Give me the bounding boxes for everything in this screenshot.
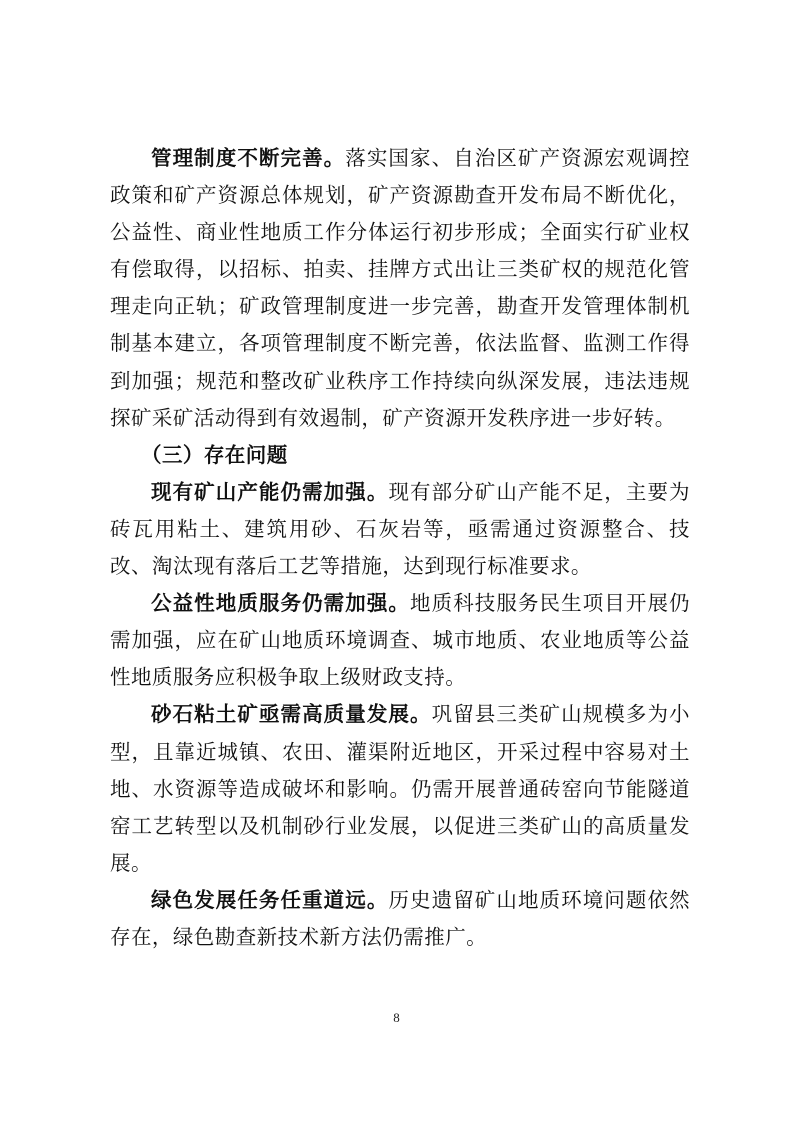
issue-paragraph-sand-clay-mines [110, 696, 690, 881]
issue-paragraph-green-development [110, 882, 690, 956]
paragraph-lead: 现有矿山产能仍需加强。 [151, 479, 389, 504]
paragraph-text: 巩留县三类矿山规模多为小型，且靠近城镇、农田、灌渠附近地区，开采过程中容易对土地、水资源等造成破坏和影响。仍需开展普通砖窑向节能隧道窑工艺转型以及机制砂行业发展，以促进三类矿山的高质量发展。 [110, 702, 690, 875]
paragraph-lead: 砂石粘土矿亟需高质量发展。 [151, 702, 432, 727]
paragraph-lead: 管理制度不断完善。 [151, 146, 346, 170]
paragraph-text: 地质科技服务民生项目开展仍需加强，应在矿山地质环境调查、城市地质、农业地质等公益性地质服务应积极争取上级财政支持。 [110, 591, 690, 690]
paragraph-text: 历史遗留矿山地质环境问题依然存在，绿色勘查新技术新方法仍需推广。 [110, 887, 690, 949]
page-body [110, 140, 690, 956]
paragraph-lead: 绿色发展任务任重道远。 [151, 887, 389, 912]
page-number: 8 [393, 1010, 400, 1025]
issue-paragraph-public-geology [110, 585, 690, 696]
section-heading: （三）存在问题 [141, 442, 288, 467]
paragraph-lead: 公益性地质服务仍需加强。 [151, 591, 411, 616]
paragraph-management-system [110, 140, 690, 437]
issue-paragraph-mine-capacity [110, 474, 690, 585]
paragraph-text: 落实国家、自治区矿产资源宏观调控政策和矿产资源总体规划，矿产资源勘查开发布局不断优化，公益性、商业性地质工作分体运行初步形成；全面实行矿业权有偿取得，以招标、拍卖、挂牌方式出让三类矿权的规范化管理走向正轨；矿政管理制度进一步完善，勘查开发管理体制机制基本建立，各项管理制度不断完善，依法监督、监测工作得到加强；规范和整改矿业秩序工作持续向纵深发展，违法违规探矿采矿活动得到有效遏制，矿产资源开发秩序进一步好转。 [110, 146, 690, 430]
paragraph-text: 现有部分矿山产能不足，主要为砖瓦用粘土、建筑用砂、石灰岩等，亟需通过资源整合、技改、淘汰现有落后工艺等措施，达到现行标准要求。 [110, 479, 690, 579]
